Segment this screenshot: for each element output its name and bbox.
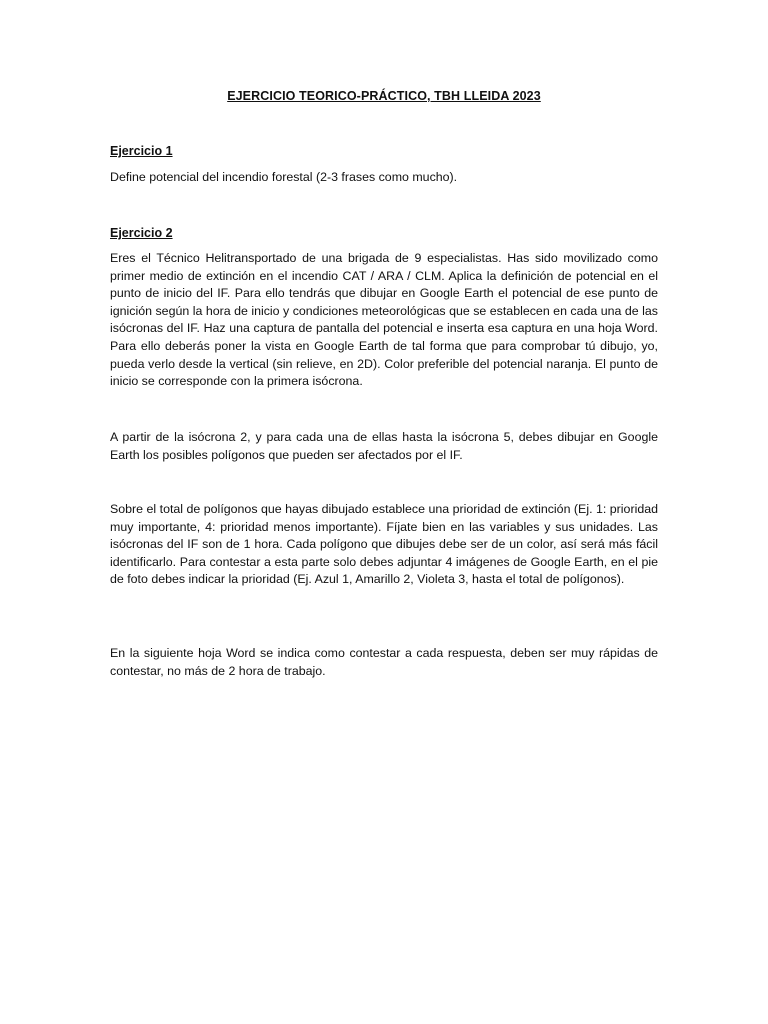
exercise-1-text: Define potencial del incendio forestal (2-3 frases como mucho). <box>110 170 458 184</box>
exercise-2-heading: Ejercicio 2 <box>110 226 173 240</box>
exercise-2-paragraph-4: En la siguiente hoja Word se indica como contestar a cada respuesta, deben ser muy rápidas de contestar, no más de 2 hora de trabajo. <box>110 646 658 678</box>
exercise-2-paragraph-1: Eres el Técnico Helitransportado de una brigada de 9 especialistas. Has sido movilizado como primer medio de extinción en el incendio CAT / ARA / CLM. Aplica la definición de potencial en el punto de inicio del IF. Para ello tendrás que dibujar en Google Earth el potencial de ese punto de ignición según la hora de inicio y condiciones meteorológicas que se establecen en cada una de las isócronas del IF. Haz una captura de pantalla del potencial e inserta esa captura en una hoja Word. Para ello deberás poner la vista en Google Earth de tal forma que para comprobar tú dibujo, yo, pueda verlo desde la vertical (sin relieve, en 2D). Color preferible del potencial naranja. El punto de inicio se corresponde con la primera isócrona. <box>110 251 658 389</box>
document-title: EJERCICIO TEORICO-PRÁCTICO, TBH LLEIDA 2023 <box>227 89 541 103</box>
exercise-1-heading: Ejercicio 1 <box>110 144 173 158</box>
exercise-2-paragraph-3: Sobre el total de polígonos que hayas dibujado establece una prioridad de extinción (Ej. 1: prioridad muy importante, 4: prioridad menos importante). Fíjate bien en las variables y sus unidades. Las isócronas del IF son de 1 hora. Cada polígono que dibujes debe ser de un color, así será más fácil identificarlo. Para contestar a esta parte solo debes adjuntar 4 imágenes de Google Earth, en el pie de foto debes indicar la prioridad (Ej. Azul 1, Amarillo 2, Violeta 3, hasta el total de polígonos). <box>110 502 658 587</box>
exercise-2-paragraph-2: A partir de la isócrona 2, y para cada una de ellas hasta la isócrona 5, debes dibujar en Google Earth los posibles polígonos que pueden ser afectados por el IF. <box>110 430 658 462</box>
